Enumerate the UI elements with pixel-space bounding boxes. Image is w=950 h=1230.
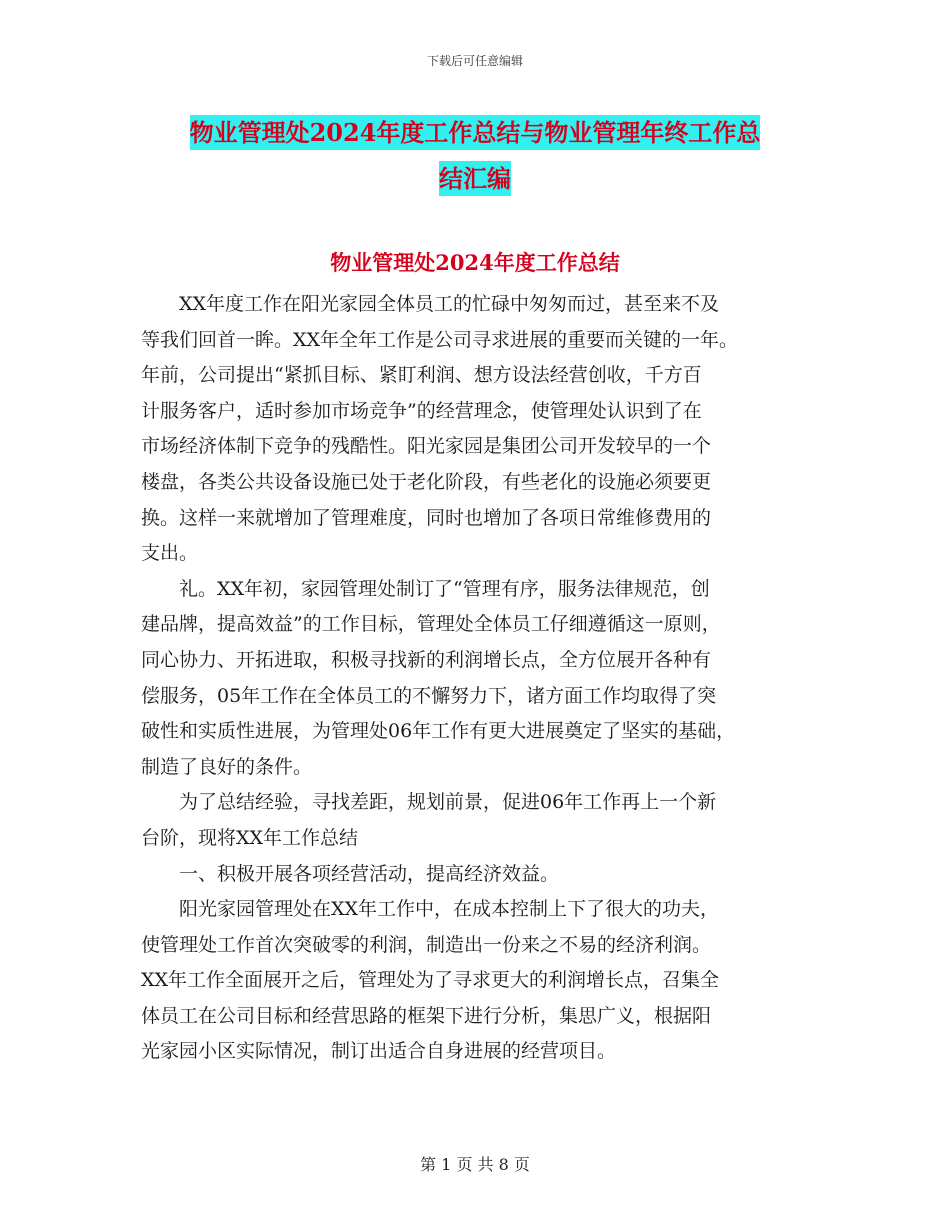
document-body [141,287,816,1070]
body-paragraph: 礼。XX年初，家园管理处制订了“管理有序，服务法律规范，创 建品牌，提高效益”的工作目标，管理处全体员工仔细遵循这一原则， 同心协力、开拓进取，积极寻找新的利润增长点，全方位展开各种有 偿服务，05年工作在全体员工的不懈努力下，诸方面工作均取得了突 破性和实质性进展，为管理处06年工作有更大进展奠定了坚实的基础， 制造了良好的条件。 [141,577,736,778]
body-paragraph: 为了总结经验，寻找差距，规划前景，促进06年工作再上一个新 台阶，现将XX年工作总结 [141,791,717,849]
document-title [0,110,950,202]
page-header-note: 下载后可任意编辑 [426,54,523,68]
body-paragraph: 阳光家园管理处在XX年工作中，在成本控制上下了很大的功夫， 使管理处工作首次突破零的利润，制造出一份来之不易的经济利润。 XX年工作全面展开之后，管理处为了寻求更大的利润增长点，召集全 体员工在公司目标和经营思路的框架下进行分析，集思广义，根据阳 光家园小区实际情况，制订出适合自身进展的经营项目。 [141,898,720,1063]
body-paragraph: XX年度工作在阳光家园全体员工的忙碌中匆匆而过，甚至来不及 等我们回首一眸。XX年全年工作是公司寻求进展的重要而关键的一年。 年前，公司提出“紧抓目标、紧盯利润、想方设法经营创收，千方百 计服务客户，适时参加市场竞争”的经营理念，使管理处认识到了在 市场经济体制下竞争的残酷性。阳光家园是集团公司开发较早的一个 楼盘，各类公共设备设施已处于老化阶段，有些老化的设施必须要更 换。这样一来就增加了管理难度，同时也增加了各项日常维修费用的 支出。 [141,293,739,565]
document-title-line-1: 物业管理处2024年度工作总结与物业管理年终工作总 [190,115,761,150]
body-paragraph: 一、积极开展各项经营活动，提高经济效益。 [141,862,560,885]
page-number: 第 1 页 共 8 页 [420,1155,530,1174]
section-title: 物业管理处2024年度工作总结 [330,250,620,275]
document-title-line-2: 结汇编 [439,161,511,196]
